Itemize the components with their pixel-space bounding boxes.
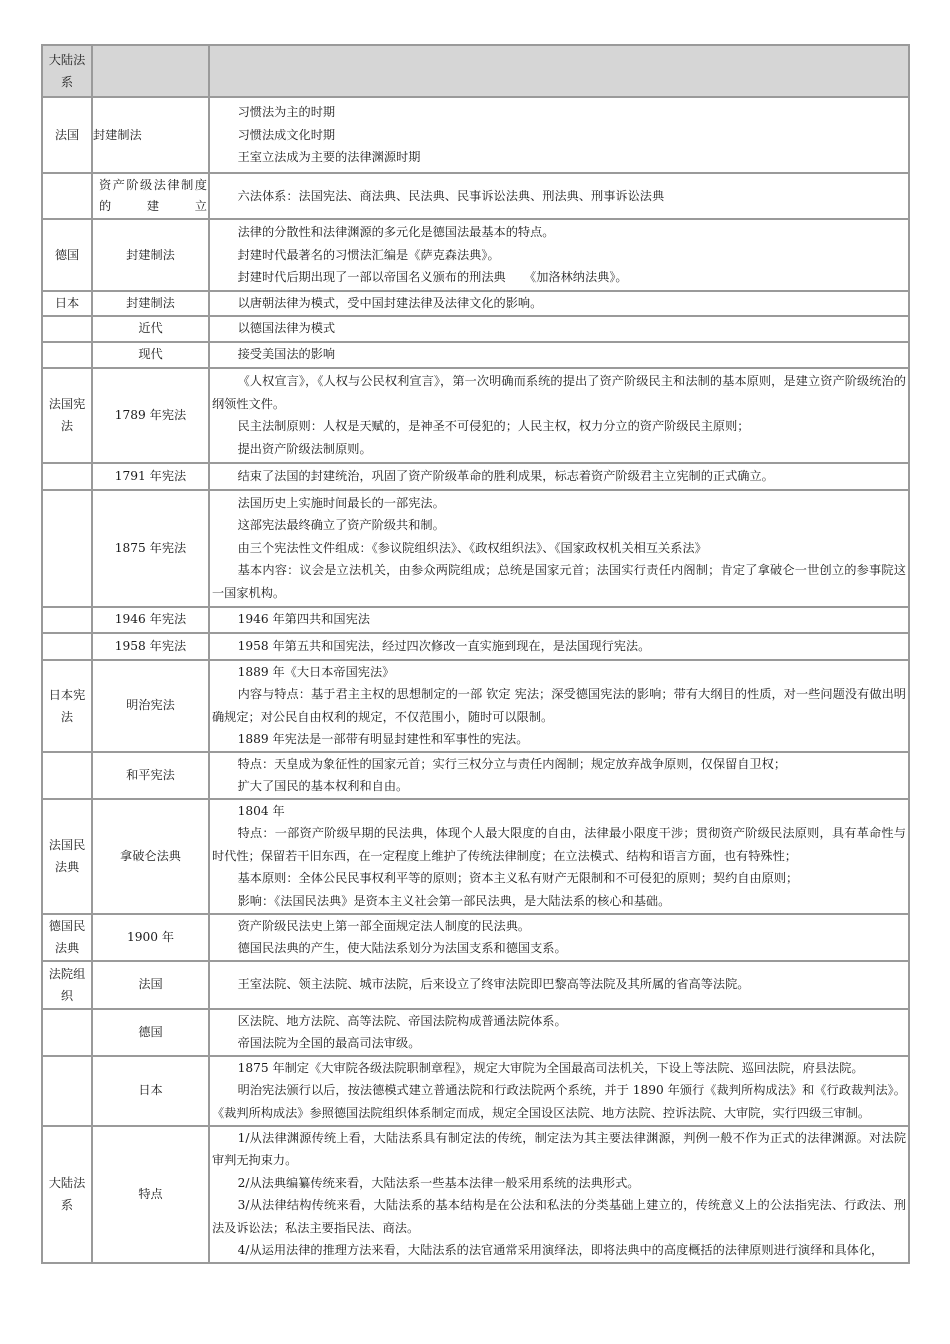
row-category: 德国民法典: [42, 914, 92, 961]
row-category: [42, 1056, 92, 1126]
content-line: 封建时代后期出现了一部以帝国名义颁布的刑法典 《加洛林纳法典》。: [237, 270, 628, 285]
header-col2: [92, 45, 209, 97]
row-category: 大陆法系: [42, 1126, 92, 1263]
row-category: [42, 607, 92, 633]
content-line: 基本原则：全体公民民事权利平等的原则；资本主义私有财产无限制和不可侵犯的原则；契约自由原则；: [237, 871, 799, 886]
table-row: [42, 660, 909, 752]
content-line: 提出资产阶级法制原则。: [237, 441, 372, 456]
row-category: [42, 1009, 92, 1056]
content-line: 这部宪法最终确立了资产阶级共和制。: [237, 518, 445, 533]
content-line: 1804 年: [237, 803, 285, 818]
row-content: [209, 219, 909, 291]
row-category: 日本宪法: [42, 660, 92, 752]
row-topic: 拿破仑法典: [92, 799, 209, 914]
table-row: [42, 961, 909, 1009]
content-line: 影响：《法国民法典》是资本主义社会第一部民法典，是大陆法系的核心和基础。: [237, 893, 671, 908]
row-content: [209, 463, 909, 490]
content-line: 1875 年制定《大审院各级法院职制章程》，规定大审院为全国最高司法机关，下设上等法院、巡回法院，府县法院。: [237, 1060, 864, 1075]
table-row: [42, 1009, 909, 1056]
row-topic: 现代: [92, 342, 209, 368]
content-line: 3/从法律结构传统来看，大陆法系的基本结构是在公法和私法的分类基础上建立的，传统意义上的公法指宪法、行政法、刑法及诉讼法；私法主要指民法、商法。: [212, 1198, 906, 1235]
content-line: 区法院、地方法院、高等法院、帝国法院构成普通法院体系。: [237, 1013, 567, 1028]
content-line: 内容与特点：基于君主主权的思想制定的一部 钦定 宪法；深受德国宪法的影响；带有大纲目的性质，对一些问题没有做出明确规定；对公民自由权利的规定，不仅范围小，随时可以限制。: [212, 687, 906, 724]
table-row: [42, 490, 909, 607]
table-row: [42, 752, 909, 799]
row-category: [42, 633, 92, 660]
row-topic: 封建制法: [92, 219, 209, 291]
content-line: 以唐朝法律为模式，受中国封建法律及法律文化的影响。: [237, 296, 543, 310]
content-line: 1958 年第五共和国宪法，经过四次修改一直实施到现在，是法国现行宪法。: [237, 638, 651, 653]
row-content: [209, 752, 909, 799]
row-topic: 德国: [92, 1009, 209, 1056]
content-line: 2/从法典编纂传统来看，大陆法系一些基本法律一般采用系统的法典形式。: [237, 1175, 640, 1190]
row-topic: 近代: [92, 316, 209, 342]
row-topic: 1900 年: [92, 914, 209, 961]
content-line: 接受美国法的影响: [237, 347, 336, 362]
row-category: [42, 173, 92, 219]
row-content: [209, 660, 909, 752]
content-line: 结束了法国的封建统治，巩固了资产阶级革命的胜利成果，标志着资产阶级君主立宪制的正式确立。: [237, 468, 774, 483]
content-line: 《人权宣言》，《人权与公民权利宣言》，第一次明确而系统的提出了资产阶级民主和法制的基本原则，是建立资产阶级统治的纲领性文件。: [212, 374, 906, 411]
content-line: 六法体系：法国宪法、商法典、民法典、民事诉讼法典、刑法典、刑事诉讼法典: [237, 188, 665, 203]
table-row: [42, 463, 909, 490]
content-line: 习惯法成文化时期: [237, 127, 336, 142]
row-content: [209, 961, 909, 1009]
row-topic-text: 资产阶级法律制度的建立: [99, 178, 207, 213]
content-line: 资产阶级民法史上第一部全面规定法人制度的民法典。: [237, 918, 531, 933]
row-content: [209, 633, 909, 660]
table-row: [42, 173, 909, 219]
row-topic: 1958 年宪法: [92, 633, 209, 660]
content-line: 封建时代最著名的习惯法汇编是《萨克森法典》。: [237, 247, 500, 262]
row-content: [209, 1009, 909, 1056]
row-content: [209, 1056, 909, 1126]
row-topic: 1791 年宪法: [92, 463, 209, 490]
content-line: 扩大了国民的基本权利和自由。: [237, 779, 409, 793]
row-content: [209, 607, 909, 633]
row-category: 法院组织: [42, 961, 92, 1009]
row-category: [42, 752, 92, 799]
table-row: [42, 1056, 909, 1126]
row-topic: 1946 年宪法: [92, 607, 209, 633]
table-row: [42, 316, 909, 342]
content-line: 基本内容：议会是立法机关，由参众两院组成；总统是国家元首；法国实行责任内阁制；肯定了拿破仑一世创立的参事院这一国家机构。: [212, 563, 906, 600]
row-content: [209, 291, 909, 316]
row-category: 日本: [42, 291, 92, 316]
header-col3: [209, 45, 909, 97]
table-row: [42, 97, 909, 173]
row-category: 法国: [42, 97, 92, 173]
row-category: 德国: [42, 219, 92, 291]
content-line: 特点：一部资产阶级早期的民法典，体现个人最大限度的自由，法律最小限度干涉；贯彻资产阶级民法原则，具有革命性与时代性；保留若干旧东西，在一定程度上维护了传统法律制度；在立法模式、结构和语言方面，也有特殊性；: [212, 826, 906, 863]
row-content: [209, 914, 909, 961]
row-content: [209, 316, 909, 342]
row-topic: 特点: [92, 1126, 209, 1263]
content-line: 1889 年《大日本帝国宪法》: [237, 664, 395, 679]
header-col1: 大陆法系: [42, 45, 92, 97]
row-category: [42, 463, 92, 490]
table-row: [42, 291, 909, 316]
row-topic: 和平宪法: [92, 752, 209, 799]
row-category: 法国民法典: [42, 799, 92, 914]
row-category: [42, 342, 92, 368]
row-topic: 1875 年宪法: [92, 490, 209, 607]
row-content: [209, 173, 909, 219]
content-line: 特点：天皇成为象征性的国家元首；实行三权分立与责任内阁制；规定放弃战争原则，仅保留自卫权；: [237, 756, 787, 771]
table-row: [42, 633, 909, 660]
content-line: 4/从运用法律的推理方法来看，大陆法系的法官通常采用演绎法，即将法典中的高度概括的法律原则进行演绎和具体化，: [237, 1243, 884, 1257]
content-line: 习惯法为主的时期: [237, 105, 336, 120]
row-topic: 明治宪法: [92, 660, 209, 752]
content-line: 法律的分散性和法律渊源的多元化是德国法最基本的特点。: [237, 225, 555, 240]
row-topic: 封建制法: [92, 97, 209, 173]
row-category: [42, 316, 92, 342]
row-content: [209, 97, 909, 173]
table-row: [42, 342, 909, 368]
content-line: 1946 年第四共和国宪法: [237, 612, 370, 627]
row-category: 法国宪法: [42, 368, 92, 463]
content-line: 帝国法院为全国的最高司法审级。: [237, 1036, 421, 1050]
content-line: 以德国法律为模式: [237, 321, 336, 336]
content-line: 王室立法成为主要的法律渊源时期: [237, 150, 421, 165]
content-line: 由三个宪法性文件组成：《参议院组织法》、《政权组织法》、《国家政权机关相互关系法》: [237, 540, 707, 555]
row-content: [209, 342, 909, 368]
content-line: 1/从法律渊源传统上看，大陆法系具有制定法的传统，制定法为其主要法律渊源，判例一般不作为正式的法律渊源。对法院审判无拘束力。: [212, 1130, 906, 1167]
row-content: [209, 490, 909, 607]
row-topic: 封建制法: [92, 291, 209, 316]
row-content: [209, 368, 909, 463]
row-topic: 1789 年宪法: [92, 368, 209, 463]
table-header-row: [42, 45, 909, 97]
table-body: [42, 97, 909, 1263]
content-line: 王室法院、领主法院、城市法院，后来设立了终审法院即巴黎高等法院及其所属的省高等法院。: [237, 977, 750, 992]
legal-systems-table: [41, 44, 910, 1264]
row-topic: 日本: [92, 1056, 209, 1126]
content-line: 德国民法典的产生，使大陆法系划分为法国支系和德国支系。: [237, 941, 567, 955]
table-row: [42, 368, 909, 463]
table-row: [42, 1126, 909, 1263]
table-row: [42, 219, 909, 291]
row-content: [209, 1126, 909, 1263]
table-row: [42, 799, 909, 914]
content-line: 民主法制原则：人权是天赋的，是神圣不可侵犯的；人民主权，权力分立的资产阶级民主原则；: [237, 419, 750, 433]
table-row: [42, 914, 909, 961]
table-row: [42, 607, 909, 633]
row-topic: [92, 173, 209, 219]
content-line: 明治宪法颁行以后，按法德模式建立普通法院和行政法院两个系统，并于 1890 年颁行《裁判所构成法》和《行政裁判法》。《裁判所构成法》参照德国法院组织体系制定而成，规定全国设区法院、地方法院、控诉法院、大审院，实行四级三审制。: [212, 1083, 906, 1120]
content-line: 1889 年宪法是一部带有明显封建性和军事性的宪法。: [237, 732, 529, 746]
row-content: [209, 799, 909, 914]
content-line: 法国历史上实施时间最长的一部宪法。: [237, 495, 445, 510]
row-category: [42, 490, 92, 607]
row-topic: 法国: [92, 961, 209, 1009]
